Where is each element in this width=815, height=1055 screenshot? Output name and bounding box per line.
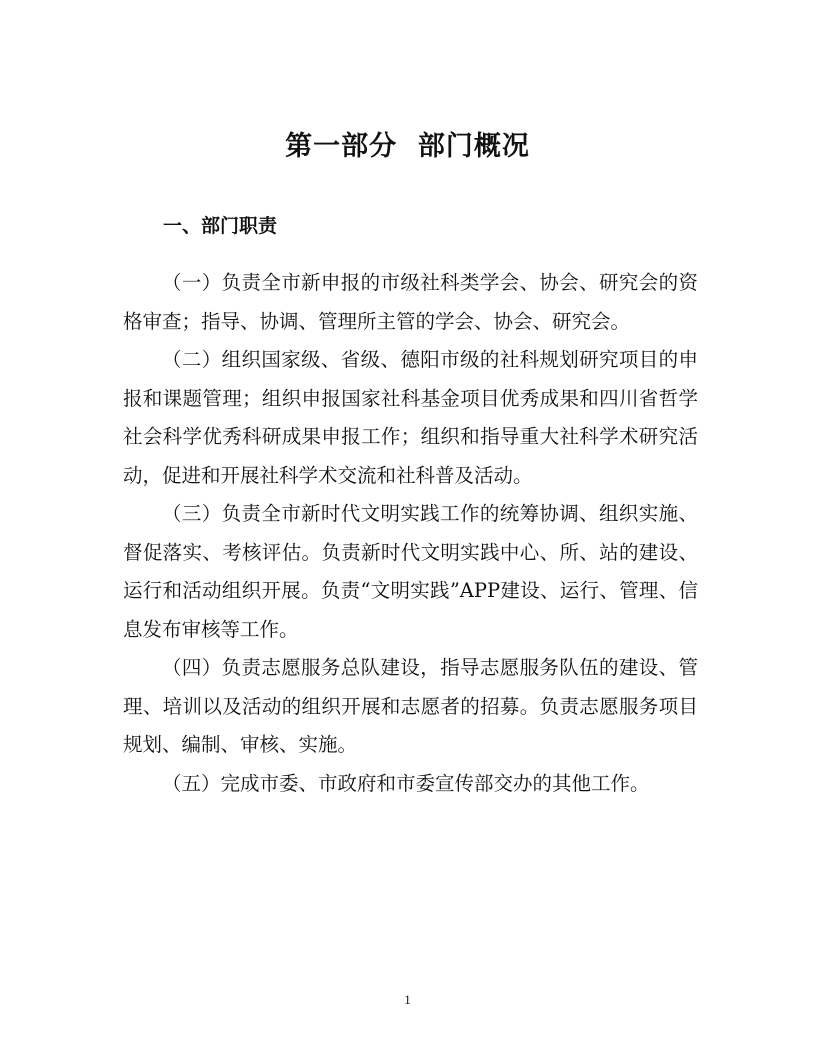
section-heading: 一、部门职责 xyxy=(163,215,278,237)
page-title: 第一部分 部门概况 xyxy=(285,131,530,162)
paragraph-5: （五）完成市委、市政府和市委宣传部交办的其他工作。 xyxy=(162,771,650,795)
paragraph-2: （二）组织国家级、省级、德阳市级的社科规划研究项目的申报和课题管理；组织申报国家社科基金项目优秀成果和四川省哲学社会科学优秀科研成果申报工作；组织和指导重大社科学术研究活动，促进和开展社科学术交流和社科普及活动。 xyxy=(123,348,698,487)
page-number: 1 xyxy=(404,992,411,1007)
paragraph-4: （四）负责志愿服务总队建设，指导志愿服务队伍的建设、管理、培训以及活动的组织开展和志愿者的招募。负责志愿服务项目规划、编制、审核、实施。 xyxy=(123,656,698,756)
body-text xyxy=(123,264,698,803)
paragraph-3: （三）负责全市新时代文明实践工作的统筹协调、组织实施、督促落实、考核评估。负责新时代文明实践中心、所、站的建设、运行和活动组织开展。负责“文明实践”APP建设、运行、管理、信息发布审核等工作。 xyxy=(123,502,698,641)
paragraph-1: （一）负责全市新申报的市级社科类学会、协会、研究会的资格审查；指导、协调、管理所主管的学会、协会、研究会。 xyxy=(123,271,698,333)
